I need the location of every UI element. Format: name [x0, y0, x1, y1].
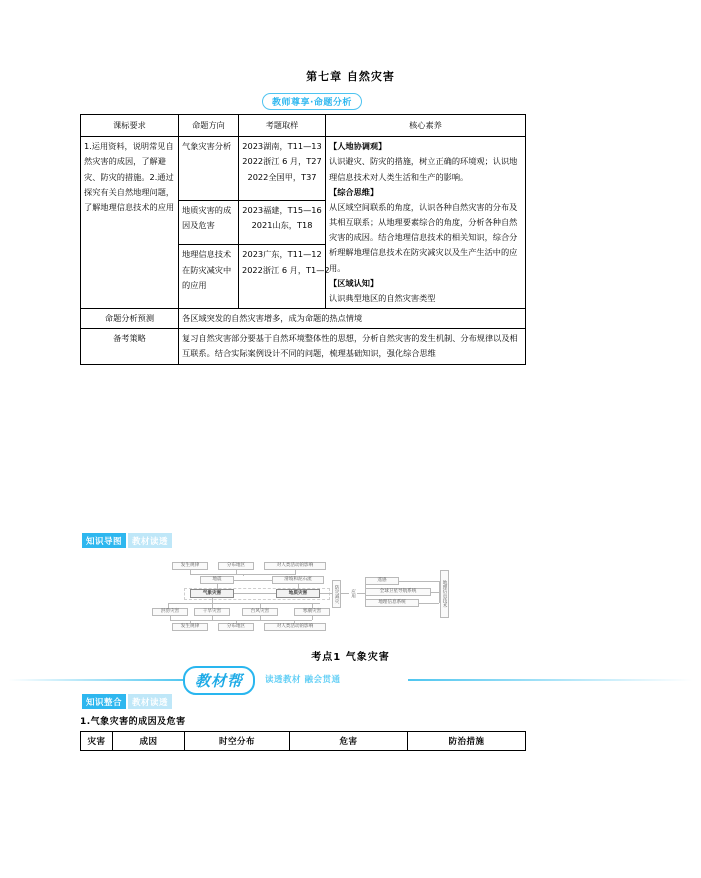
- column-header-direction: 命题方向: [179, 115, 239, 137]
- diagram-connector: [312, 616, 313, 620]
- column-header-harm: 危害: [290, 732, 408, 751]
- cell-direction-1: 气象灾害分析: [179, 137, 239, 201]
- cell-samples-2: [239, 200, 326, 245]
- column-header-measures: 防治措施: [408, 732, 526, 751]
- label-prediction: 命题分析预测: [81, 309, 179, 329]
- diagram-node-top-2: 分布地区: [218, 562, 254, 570]
- table-row-prediction: [81, 309, 526, 329]
- sample-item: 2023广东，T11—12: [242, 249, 322, 260]
- literacy-heading: 【区域认知】: [329, 277, 379, 288]
- diagram-connector: [320, 593, 332, 594]
- diagram-connector: [399, 581, 439, 582]
- diagram-node-tech-title: 地理信息技术: [440, 570, 449, 618]
- diagram-node-category-1: 气象灾害: [190, 589, 234, 598]
- literacy-text: 认识避灾、防灾的措施，树立正确的环境观；认识地理信息技术对人类生活和生产的影响。: [329, 156, 518, 182]
- label-strategy: 备考策略: [81, 329, 179, 364]
- table-header-row: [81, 732, 526, 751]
- disaster-table: [80, 731, 526, 751]
- diagram-connector: [234, 580, 272, 581]
- tag-solid-label: 知识整合: [82, 694, 126, 709]
- cell-core-literacy: [326, 137, 526, 309]
- diagram-node-mid-1: 地震: [200, 576, 234, 584]
- brand-label: 教材帮: [195, 672, 244, 690]
- cell-direction-2: 地质灾害的成因及危害: [179, 200, 239, 245]
- column-header-cause: 成因: [113, 732, 185, 751]
- brand-pill: [183, 666, 255, 695]
- diagram-node-apply: 应用: [350, 589, 356, 599]
- knowledge-map-diagram: [160, 562, 460, 642]
- cell-samples-3: [239, 245, 330, 309]
- table-row-strategy: [81, 329, 526, 364]
- diagram-node-tech-3: 地理信息系统: [365, 599, 419, 607]
- banner-rule-right: [408, 679, 693, 681]
- diagram-node-top-3: 对人类活动的影响: [264, 562, 326, 570]
- diagram-node-disaster-4: 寒潮灾害: [294, 608, 330, 616]
- page-title: 第七章 自然灾害: [306, 70, 395, 83]
- diagram-connector: [234, 593, 276, 594]
- literacy-heading: 【综合思维】: [329, 186, 379, 197]
- diagram-node-bottom-2: 分布地区: [218, 623, 254, 631]
- tag-light-label: 教材读透: [128, 694, 172, 709]
- diagram-node-disaster-3: 台风灾害: [242, 608, 278, 616]
- diagram-node-bottom-3: 对人类活动的影响: [264, 623, 326, 631]
- tag-knowledge-integration: [82, 694, 172, 709]
- diagram-connector: [168, 603, 320, 604]
- diagram-node-prevention: 防灾减灾: [332, 580, 341, 608]
- cell-direction-3: 地理信息技术在防灾减灾中的应用: [179, 245, 239, 309]
- diagram-node-top-1: 发生规律: [172, 562, 208, 570]
- tag-solid-label: 知识导图: [82, 533, 126, 548]
- sample-item: 2022浙江 6 月，T27: [242, 156, 322, 167]
- diagram-connector: [357, 593, 365, 594]
- diagram-node-category-2: 地质灾害: [276, 589, 320, 598]
- banner-rule-left: [8, 679, 186, 681]
- analysis-table: [80, 114, 526, 365]
- column-header-disaster: 灾害: [81, 732, 113, 751]
- diagram-node-disaster-2: 干旱灾害: [194, 608, 230, 616]
- cell-prediction: 各区域突发的自然灾害增多，成为命题的热点情境: [179, 309, 526, 329]
- diagram-node-disaster-1: 洪涝灾害: [152, 608, 188, 616]
- textbook-banner: [0, 666, 701, 692]
- diagram-node-tech-1: 遥感: [365, 577, 399, 585]
- diagram-connector: [341, 593, 349, 594]
- diagram-connector: [243, 574, 244, 576]
- sample-item: 2022全国甲，T37: [247, 171, 317, 182]
- diagram-node-tech-2: 全球卫星导航系统: [365, 588, 431, 596]
- literacy-heading: 【人地协调观】: [329, 141, 387, 152]
- banner-subtitle: 读透教材 融会贯通: [265, 675, 341, 685]
- cell-strategy: 复习自然灾害部分要基于自然环境整体性的思想，分析自然灾害的发生机制、分布规律以及相互联系。结合实际案例设计不同的问题，梳理基础知识，强化综合思维: [179, 329, 526, 364]
- diagram-connector: [419, 603, 439, 604]
- column-header-course-requirement: 课标要求: [81, 115, 179, 137]
- sample-item: 2021山东，T18: [251, 220, 313, 230]
- table-header-row: [81, 115, 526, 137]
- sample-item: 2023湖南，T11—13: [242, 141, 322, 152]
- cell-samples-1: [239, 137, 326, 201]
- literacy-text: 从区域空间联系的角度，认识各种自然灾害的分布及其相互联系；从地理要素综合的角度，分析各种自然灾害的成因。结合地理信息技术的相关知识，综合分析理解地理信息技术在防灾减灾以及生产生活中的应用。: [329, 201, 518, 273]
- diagram-node-mid-2: 滑坡和泥石流: [272, 576, 324, 584]
- sample-item: 2023福建，T15—16: [242, 204, 322, 215]
- table-row: [81, 137, 526, 201]
- diagram-connector: [431, 592, 439, 593]
- tag-light-label: 教材读透: [128, 533, 172, 548]
- literacy-text: 认识典型地区的自然灾害类型: [329, 292, 436, 303]
- sample-item: 2022浙江 6 月，T1—2: [242, 264, 330, 275]
- cell-course-requirement: 1.运用资料，说明常见自然灾害的成因，了解避灾、防灾的措施。2.通过探究有关自然地理问题，了解地理信息技术的应用: [81, 137, 179, 309]
- diagram-node-bottom-1: 发生规律: [172, 623, 208, 631]
- teacher-analysis-badge: 教师尊享·命题分析: [262, 93, 362, 110]
- section-heading: 1.气象灾害的成因及危害: [80, 717, 186, 727]
- tag-knowledge-map: [82, 533, 172, 548]
- diagram-connector: [170, 620, 312, 621]
- column-header-literacy: 核心素养: [326, 115, 526, 137]
- exam-point-title: 考点1 气象灾害: [311, 652, 390, 663]
- column-header-distribution: 时空分布: [185, 732, 290, 751]
- column-header-samples: 考题取样: [239, 115, 326, 137]
